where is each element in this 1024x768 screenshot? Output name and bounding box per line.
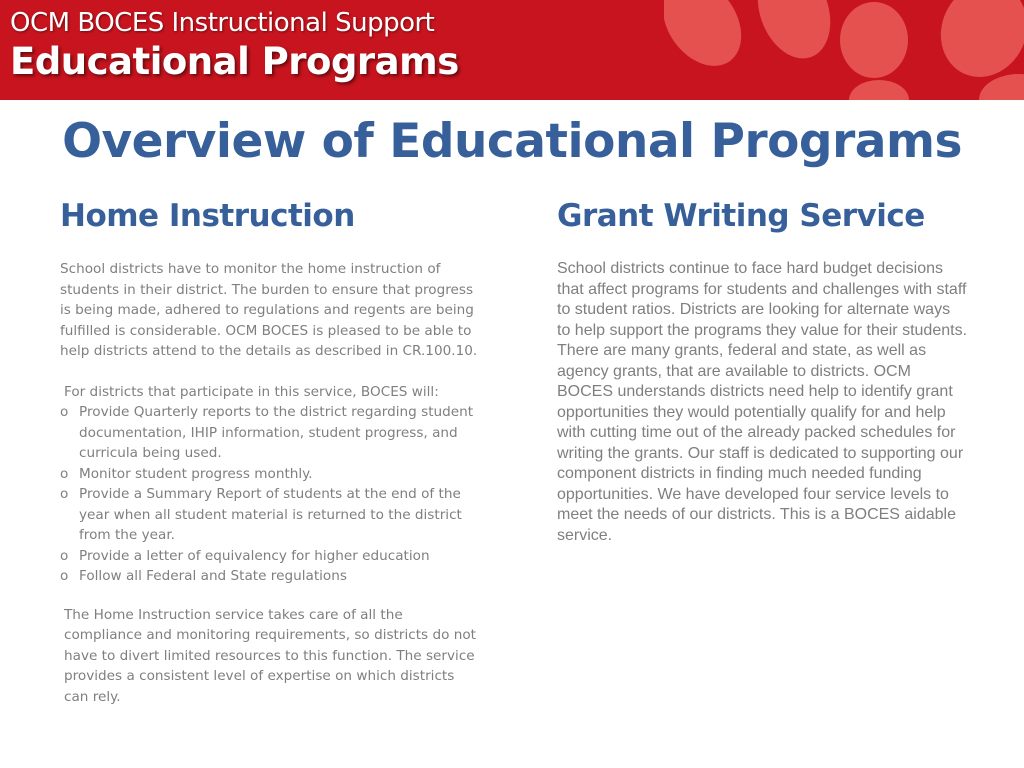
bullet-marker: o [60, 568, 69, 584]
list-item [60, 464, 480, 485]
banner-subtitle: OCM BOCES Instructional Support [10, 8, 435, 38]
bullet-marker: o [60, 486, 69, 502]
list-item [60, 566, 480, 587]
list-item-text: Provide Quarterly reports to the district regarding student documentation, IHIP information, student progress, and curricula being used. [79, 404, 474, 461]
list-item-text: Follow all Federal and State regulations [79, 568, 347, 584]
home-instruction-column [60, 196, 480, 707]
home-instruction-lead: For districts that participate in this service, BOCES will: [64, 383, 439, 400]
bullet-marker: o [60, 547, 69, 564]
bullet-marker: o [60, 465, 69, 482]
home-instruction-intro: School districts have to monitor the home instruction of students in their district. The burden to ensure that progress is being made, adhered to regulations and regents are being fulfilled is considerable. OCM BOCES is pleased to be able to help districts attend to the details as described in CR.100.10. [60, 261, 478, 359]
list-item [60, 402, 480, 464]
decorative-handprint-graphic [664, 0, 1024, 100]
grant-writing-heading: Grant Writing Service [557, 198, 925, 234]
home-instruction-bullet-list [60, 402, 480, 587]
page-title: Overview of Educational Programs [62, 114, 962, 169]
list-item [60, 546, 480, 567]
list-item-text: Provide a Summary Report of students at the end of the year when all student material is returned to the district from the year. [79, 486, 462, 543]
home-instruction-heading: Home Instruction [60, 198, 355, 234]
banner-title: Educational Programs [10, 40, 459, 83]
grant-writing-body: School districts continue to face hard budget decisions that affect programs for students and challenges with staff to student ratios. Districts are looking for alternate ways to help support the programs they value for their students. There are many grants, federal and state, as well as agency grants, that are available to districts. OCM BOCES understands districts need help to identify grant opportunities they would potentially qualify for and help with cutting time out of the already packed schedules for writing the grants. Our staff is dedicated to supporting our component districts in finding much needed funding opportunities. We have developed four service levels to meet the needs of our districts. This is a BOCES aidable service. [557, 260, 968, 544]
home-instruction-closing: The Home Instruction service takes care of all the compliance and monitoring requirements, so districts do not have to divert limited resources to this function. The service provides a consistent level of expertise on which districts can rely. [64, 606, 476, 705]
list-item [60, 484, 480, 546]
grant-writing-column [557, 196, 967, 546]
list-item-text: Monitor student progress monthly. [79, 465, 313, 482]
list-item-text: Provide a letter of equivalency for higher education [79, 547, 430, 564]
header-banner [0, 0, 1024, 100]
bullet-marker: o [60, 404, 69, 420]
